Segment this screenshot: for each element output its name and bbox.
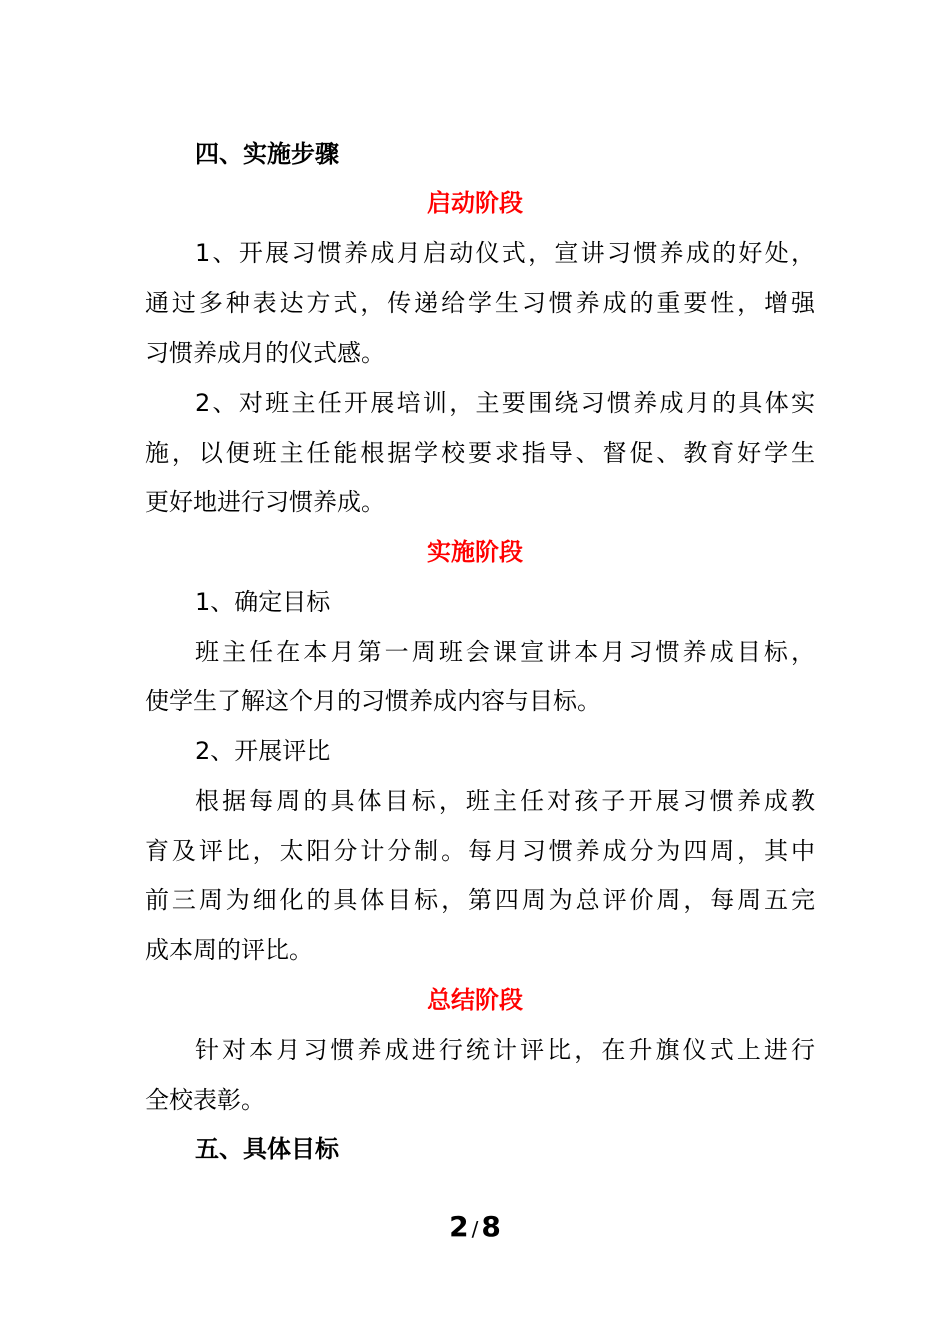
- paragraph-line: 习惯养成月的仪式感。: [145, 339, 385, 367]
- page-number-separator: /: [471, 1217, 479, 1241]
- paragraph-line: 通过多种表达方式，传递给学生习惯养成的重要性，增强: [145, 289, 815, 317]
- paragraph-line: 施，以便班主任能根据学校要求指导、督促、教育好学生: [145, 439, 815, 467]
- paragraph-line: 全校表彰。: [145, 1086, 265, 1114]
- paragraph-line: 前三周为细化的具体目标，第四周为总评价周，每周五完: [145, 886, 815, 914]
- paragraph-line: 使学生了解这个月的习惯养成内容与目标。: [145, 687, 601, 715]
- page-number-total: 8: [481, 1210, 501, 1243]
- paragraph-line: 根据每周的具体目标，班主任对孩子开展习惯养成教: [195, 787, 815, 815]
- list-item-title: 2、开展评比: [195, 737, 331, 765]
- stage-start-heading: 启动阶段: [427, 189, 523, 217]
- paragraph-line: 育及评比，太阳分计分制。每月习惯养成分为四周，其中: [145, 837, 815, 865]
- paragraph-line: 针对本月习惯养成进行统计评比，在升旗仪式上进行: [195, 1036, 815, 1064]
- section-5-heading: 五、具体目标: [195, 1135, 339, 1163]
- paragraph-line: 2、对班主任开展培训，主要围绕习惯养成月的具体实: [195, 389, 815, 417]
- list-item-title: 1、确定目标: [195, 588, 331, 616]
- stage-summary-heading: 总结阶段: [427, 986, 523, 1014]
- paragraph-line: 成本周的评比。: [145, 936, 313, 964]
- paragraph-line: 1、开展习惯养成月启动仪式，宣讲习惯养成的好处，: [195, 239, 815, 267]
- page-number: [0, 1210, 950, 1243]
- page-number-current: 2: [449, 1210, 469, 1243]
- paragraph-line: 班主任在本月第一周班会课宣讲本月习惯养成目标，: [195, 638, 815, 666]
- paragraph-line: 更好地进行习惯养成。: [145, 488, 385, 516]
- stage-implement-heading: 实施阶段: [427, 538, 523, 566]
- section-4-heading: 四、实施步骤: [195, 140, 339, 168]
